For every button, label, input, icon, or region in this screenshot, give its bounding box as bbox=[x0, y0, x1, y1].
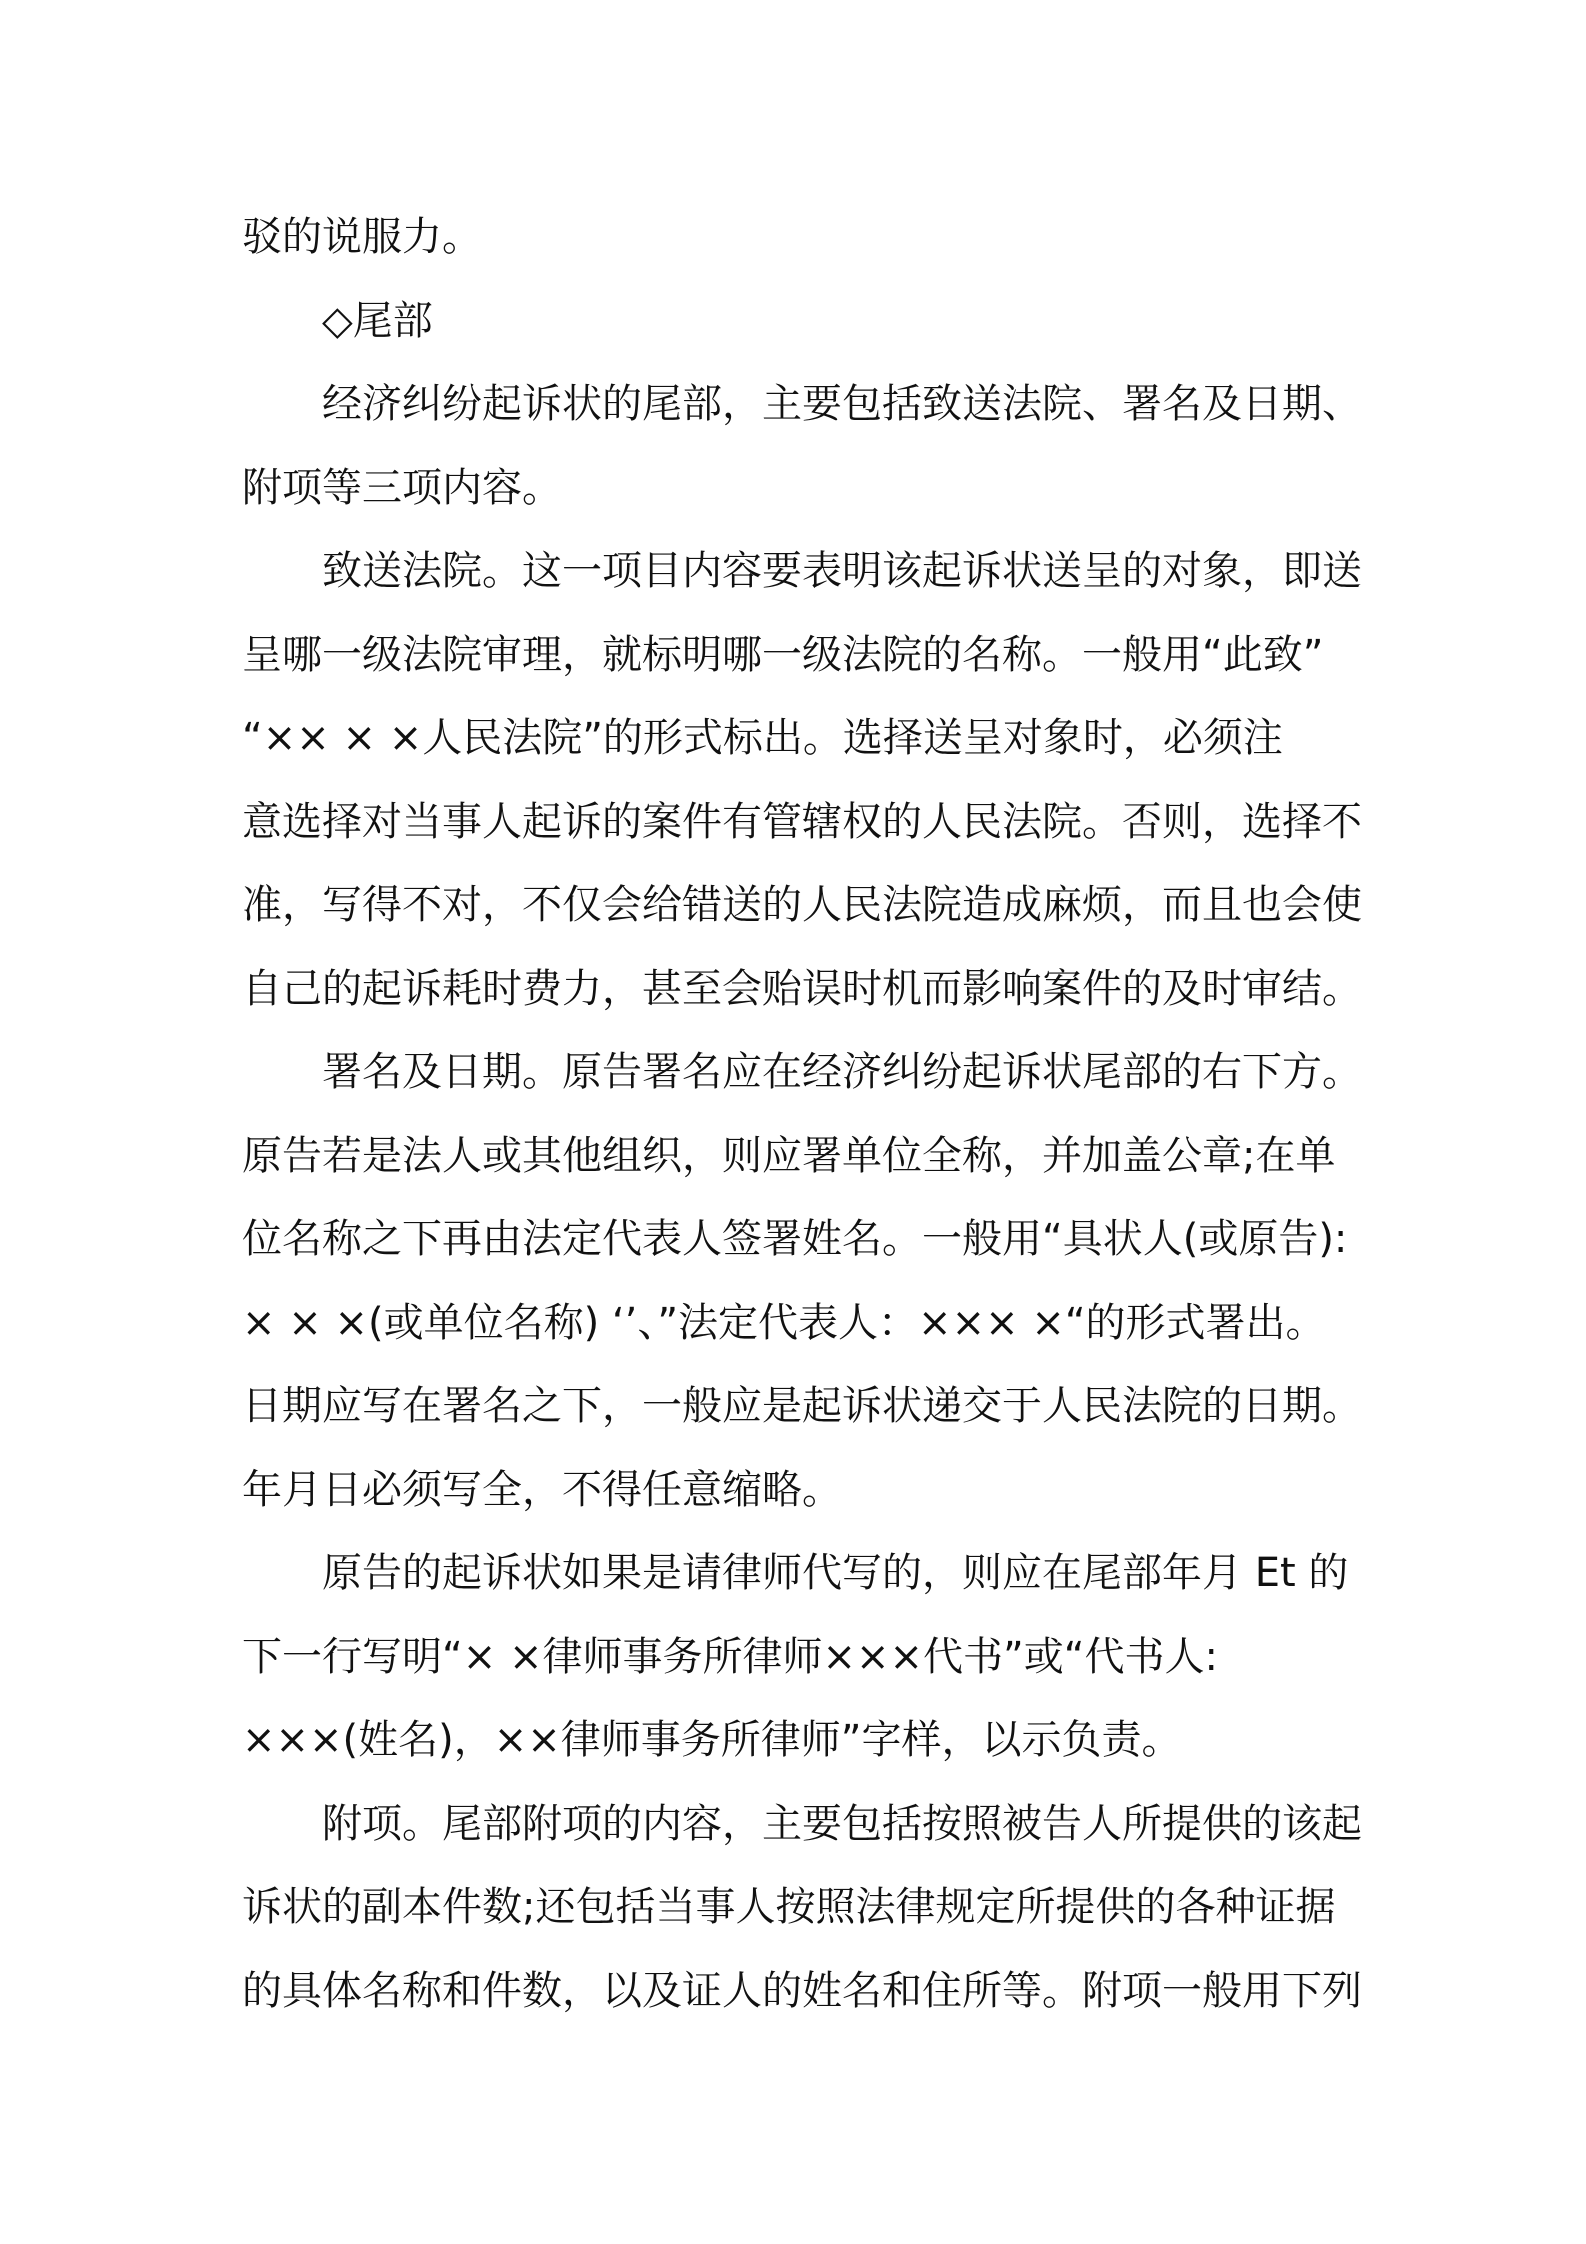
text-line-22: 的具体名称和件数，以及证人的姓名和住所等。附项一般用下列 bbox=[242, 1967, 1362, 2014]
text-line-8: 意选择对当事人起诉的案件有管辖权的人民法院。否则，选择不 bbox=[242, 798, 1362, 845]
text-line-6: 呈哪一级法院审理，就标明哪一级法院的名称。一般用“此致” bbox=[242, 631, 1324, 678]
text-line-10: 自己的起诉耗时费力，甚至会贻误时机而影响案件的及时审结。 bbox=[242, 965, 1362, 1012]
text-line-7: “×× × ×人民法院”的形式标出。选择送呈对象时，必须注 bbox=[242, 715, 1283, 761]
text-line-18: 下一行写明“× ×律师事务所律师×××代书”或“代书人: bbox=[242, 1633, 1218, 1680]
text-line-3: 经济纠纷起诉状的尾部，主要包括致送法院、署名及日期、 bbox=[322, 381, 1362, 427]
text-line-21: 诉状的副本件数;还包括当事人按照法律规定所提供的各种证据 bbox=[242, 1884, 1336, 1930]
text-line-17: 原告的起诉状如果是请律师代写的，则应在尾部年月 Et 的 bbox=[322, 1550, 1349, 1596]
text-line-13: 位名称之下再由法定代表人签署姓名。一般用“具状人(或原告): bbox=[242, 1216, 1348, 1262]
text-line-9: 准，写得不对，不仅会给错送的人民法院造成麻烦，而且也会使 bbox=[242, 882, 1362, 928]
section-heading-tail: ◇尾部 bbox=[322, 297, 433, 344]
text-line-20: 附项。尾部附项的内容，主要包括按照被告人所提供的该起 bbox=[322, 1800, 1362, 1847]
text-line-12: 原告若是法人或其他组织，则应署单位全称，并加盖公章;在单 bbox=[242, 1132, 1336, 1179]
text-line-14: × × ×(或单位名称) ‘’、”法定代表人：××× ×“的形式署出。 bbox=[242, 1299, 1326, 1346]
text-line-11: 署名及日期。原告署名应在经济纠纷起诉状尾部的右下方。 bbox=[322, 1049, 1362, 1095]
text-line-15: 日期应写在署名之下，一般应是起诉状递交于人民法院的日期。 bbox=[242, 1383, 1362, 1429]
text-line-5: 致送法院。这一项目内容要表明该起诉状送呈的对象，即送 bbox=[322, 548, 1362, 594]
text-line-16: 年月日必须写全，不得任意缩略。 bbox=[242, 1466, 842, 1513]
text-line-4: 附项等三项内容。 bbox=[242, 464, 562, 511]
body-text bbox=[242, 196, 1360, 2033]
text-line-1: 驳的说服力。 bbox=[242, 214, 482, 260]
text-line-19: ×××(姓名)，××律师事务所律师”字样，以示负责。 bbox=[242, 1717, 1182, 1763]
